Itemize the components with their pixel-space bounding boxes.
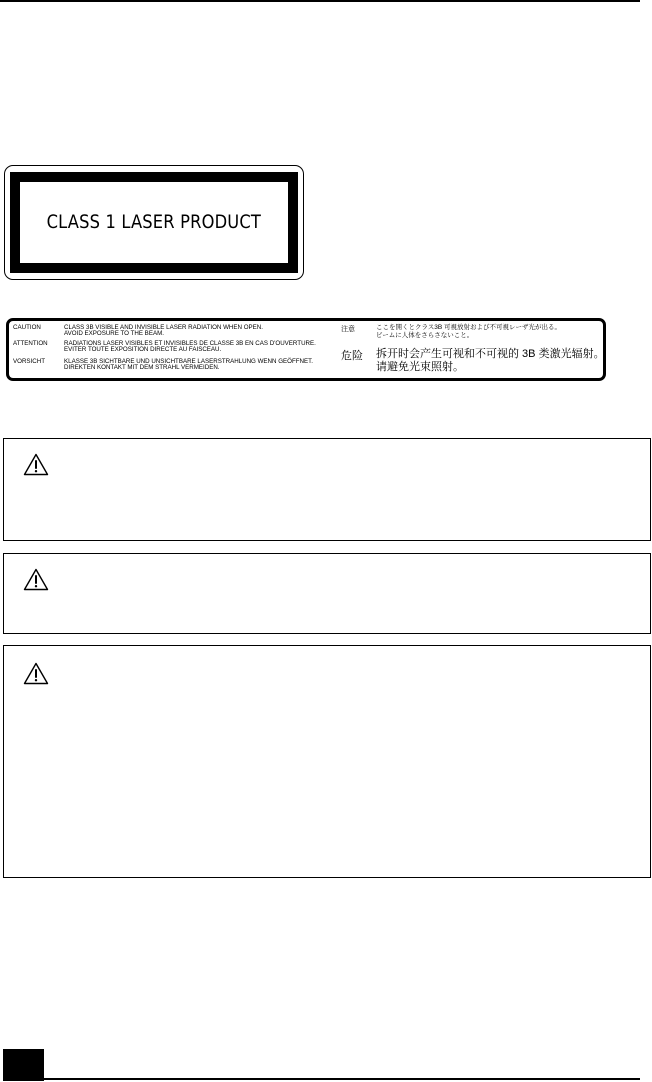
warning-box-3 <box>3 645 651 878</box>
japanese-line-1: ここを開くとクラス3B 可視放射および不可視レーザ光が出る。 <box>376 324 562 331</box>
page-number-tab <box>3 1049 44 1081</box>
vorsicht-key: VORSICHT <box>13 358 45 365</box>
vorsicht-line-1: KLASSE 3B SICHTBARE UND UNSICHTBARE LASERSTRAHLUNG WENN GEÖFFNET. <box>64 358 313 365</box>
footer-rule <box>44 1078 640 1080</box>
chinese-danger-key: 危险 <box>341 350 363 362</box>
japanese-caution-key: 注意 <box>341 326 355 333</box>
attention-line-2: EVITER TOUTE EXPOSITION DIRECTE AU FAISCEAU. <box>64 346 222 354</box>
warning-triangle-icon <box>23 453 49 476</box>
warning-box-2 <box>3 553 651 634</box>
chinese-line-2: 请避免光束照射。 <box>376 361 464 373</box>
caution-line-1: CLASS 3B VISIBLE AND INVISIBLE LASER RADIATION WHEN OPEN. <box>64 324 263 331</box>
warning-triangle-icon <box>23 662 49 685</box>
attention-key: ATTENTION <box>13 340 48 347</box>
laser-warning-label <box>6 318 606 381</box>
japanese-caution-text <box>376 324 561 340</box>
warning-box-1 <box>3 438 651 541</box>
class1-label-frame <box>10 172 298 273</box>
chinese-line-1: 拆开时会产生可视和不可视的 3B 类激光辐射。 <box>376 348 605 360</box>
class1-label-text: CLASS 1 LASER PRODUCT <box>46 212 262 233</box>
vorsicht-line-2: DIREKTEN KONTAKT MIT DEM STRAHL VERMEIDEN. <box>64 364 220 372</box>
warning-triangle-icon <box>23 568 49 591</box>
caution-line-2: AVOID EXPOSURE TO THE BEAM. <box>64 330 164 338</box>
caution-key: CAUTION <box>13 324 41 331</box>
attention-line-1: RADIATIONS LASER VISIBLES ET INVISIBLES DE CLASSE 3B EN CAS D'OUVERTURE. <box>64 340 316 347</box>
japanese-line-2: ビームに人体をさらさないこと。 <box>376 332 474 339</box>
chinese-danger-text <box>376 348 605 374</box>
class1-laser-label <box>4 165 304 280</box>
header-rule <box>0 0 640 2</box>
